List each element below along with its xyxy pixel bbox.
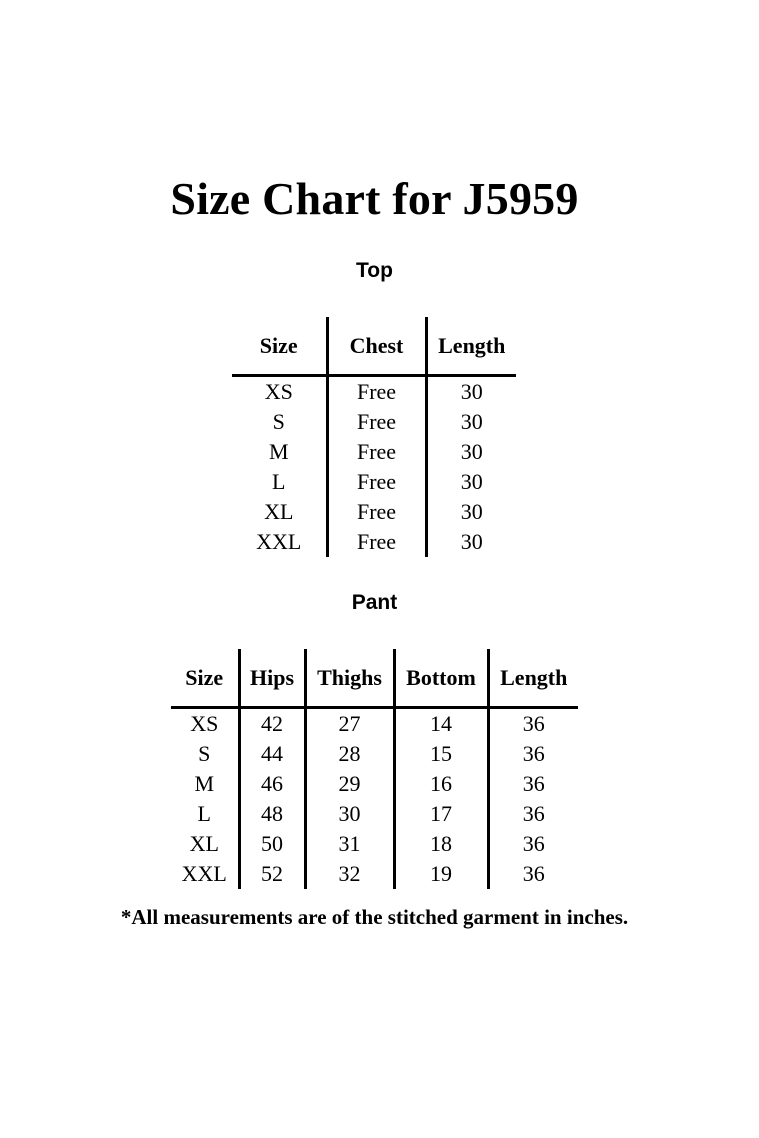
table-cell: 30 xyxy=(426,467,516,497)
table-row xyxy=(232,497,516,527)
table-row xyxy=(171,708,578,740)
table-row xyxy=(171,799,578,829)
table-cell: Free xyxy=(327,467,426,497)
table-cell: 30 xyxy=(426,376,516,408)
pant-size-table xyxy=(171,649,578,889)
table-cell: S xyxy=(198,741,211,766)
table-cell: 30 xyxy=(426,437,516,467)
table-cell: XL xyxy=(189,831,219,856)
table-cell: 42 xyxy=(239,708,305,740)
table-cell: 36 xyxy=(488,739,578,769)
table-cell: 46 xyxy=(239,769,305,799)
table-cell: 15 xyxy=(394,739,488,769)
table-cell: 36 xyxy=(488,799,578,829)
table-cell: S xyxy=(272,409,285,434)
table-cell: 31 xyxy=(305,829,394,859)
table-cell: 44 xyxy=(239,739,305,769)
table-cell: 30 xyxy=(305,799,394,829)
table-row xyxy=(171,829,578,859)
column-header: Length xyxy=(488,649,578,708)
table-cell: 18 xyxy=(394,829,488,859)
table-row xyxy=(171,769,578,799)
table-row xyxy=(232,527,516,557)
table-cell: XS xyxy=(190,711,219,736)
table-cell: 30 xyxy=(426,407,516,437)
table-cell: 48 xyxy=(239,799,305,829)
table-cell: Free xyxy=(327,527,426,557)
table-cell: Free xyxy=(327,437,426,467)
table-cell: 16 xyxy=(394,769,488,799)
measurement-note: *All measurements are of the stitched garment in inches. xyxy=(120,905,629,929)
table-cell: XS xyxy=(264,379,293,404)
table-cell: XXL xyxy=(256,529,302,554)
pant-section-title: Pant xyxy=(351,591,398,614)
table-cell: XXL xyxy=(181,861,227,886)
table-row xyxy=(171,739,578,769)
column-header: Chest xyxy=(327,317,426,376)
table-cell: 29 xyxy=(305,769,394,799)
table-cell: L xyxy=(197,801,211,826)
table-cell: 52 xyxy=(239,859,305,889)
table-cell: 36 xyxy=(488,708,578,740)
table-cell: 36 xyxy=(488,769,578,799)
page-title: Size Chart for J5959 xyxy=(170,173,579,224)
table-cell: M xyxy=(194,771,215,796)
table-row xyxy=(232,467,516,497)
top-section-title: Top xyxy=(356,259,393,282)
table-cell: 19 xyxy=(394,859,488,889)
table-cell: 30 xyxy=(426,497,516,527)
table-row xyxy=(232,407,516,437)
table-cell: M xyxy=(268,439,289,464)
column-header: Size xyxy=(232,317,327,376)
column-header: Size xyxy=(171,649,239,708)
top-size-table xyxy=(232,317,516,557)
table-cell: 17 xyxy=(394,799,488,829)
table-cell: 50 xyxy=(239,829,305,859)
table-cell: Free xyxy=(327,407,426,437)
table-cell: 36 xyxy=(488,859,578,889)
table-cell: Free xyxy=(327,497,426,527)
column-header: Hips xyxy=(239,649,305,708)
table-cell: 28 xyxy=(305,739,394,769)
table-header-row xyxy=(171,649,578,708)
table-cell: L xyxy=(272,469,286,494)
table-cell: 14 xyxy=(394,708,488,740)
column-header: Length xyxy=(426,317,516,376)
table-cell: 36 xyxy=(488,829,578,859)
table-row xyxy=(232,376,516,408)
table-cell: Free xyxy=(327,376,426,408)
table-header-row xyxy=(232,317,516,376)
table-cell: 30 xyxy=(426,527,516,557)
table-cell: XL xyxy=(264,499,294,524)
table-row xyxy=(171,859,578,889)
table-cell: 27 xyxy=(305,708,394,740)
table-row xyxy=(232,437,516,467)
column-header: Thighs xyxy=(305,649,394,708)
table-cell: 32 xyxy=(305,859,394,889)
column-header: Bottom xyxy=(394,649,488,708)
